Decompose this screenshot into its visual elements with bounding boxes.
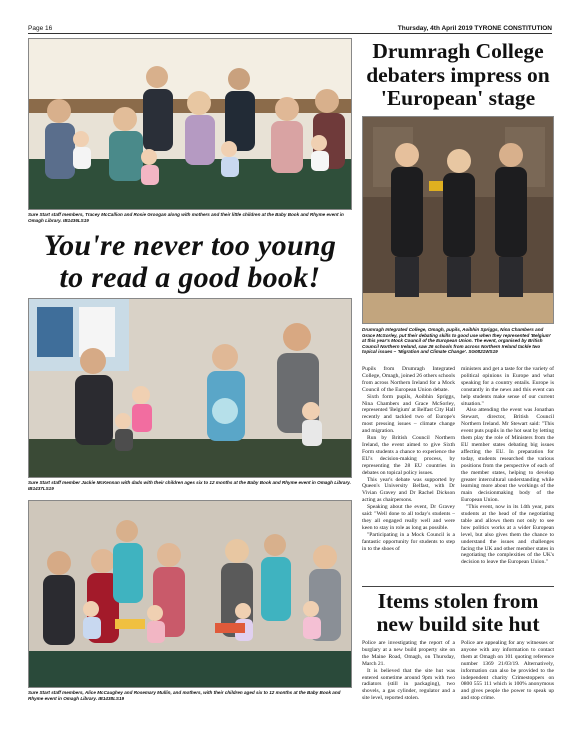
debate-paragraph: This year's debate was supported by Queen's University Belfast, with Dr Vivian Gravey and Dr Rachel Dickson acting as chairpersons. — [362, 476, 455, 504]
theft-column-2 — [461, 640, 554, 706]
debate-column-2 — [461, 366, 554, 584]
debate-paragraph: Sixth form pupils, Aoibhin Spriggs, Nina Chambers and Grace McSorley, represented 'Belgium' at Belfast City Hall recently and tackled two of Europe's most pressing issues – climate change and migration. — [362, 393, 455, 435]
page-number: Page 16 — [28, 25, 53, 32]
theft-column-1 — [362, 640, 455, 706]
theft-paragraph: Police are appealing for any witnesses or anyone with any information to contact them at Omagh on 101 quoting reference number 1369 21/03/19. Alternatively, information can also be provided to the independent charity Crimestoppers on 0800 555 111 which is 100% anonymous and gives people the power to speak up and stop crime. — [461, 640, 554, 702]
debate-paragraph: Also attending the event was Jonathan Stewart, director, British Council Northern Ireland. Mr Stewart said: "This event puts pupils in the hot seat by letting them play the role of Ministers from the EU member states debating big issues affecting the EU. In preparation for today, students researched the various positions from the perspective of each of the member states, helping to develop greater intercultural understanding while learning more about the workings of the main decisionmaking body of the European Union. — [461, 407, 554, 504]
debate-paragraph: "Participating in a Mock Council is a fantastic opportunity for students to step in to the shoes of — [362, 531, 455, 552]
debate-paragraph: "This event, now in its 14th year, puts students at the head of the negotiating table and allows them not only to see how politics works at a wider European level, but also gives them the chance to understand the issues and challenges facing the UK and other member states in negotiating the complexities of the UK's decision to leave the European Union." — [461, 504, 554, 566]
headline-theft: Items stolen from new build site hut — [376, 589, 540, 636]
photo-dads-babies — [28, 298, 352, 478]
headline-debate: Drumragh College debaters impress on 'European' stage — [366, 39, 550, 110]
caption-debate: Drumragh Integrated College, Omagh, pupils, Aoibhin Spriggs, Nina Chambers and Grace McSorley, put their debating skills to good use when they represented 'Belgium' at this year's Mock Council of the European Union. The event, organised by British Council Northern Ireland, saw 26 schools from across Northern Ireland tackle two topical issues – 'Migration and Climate Change'. SG0821WS19 — [362, 327, 551, 355]
debate-paragraph: Run by British Council Northern Ireland, the event aimed to give Sixth Form students a chance to experience the EU's decision-making process, by representing the 28 EU countries in debates on topical policy issues. — [362, 435, 455, 476]
photo-debaters — [362, 116, 554, 324]
debate-paragraph: Pupils from Drumragh Integrated College, Omagh, joined 26 others schools from across Northern Ireland for a Mock Council of the European Union debate. — [362, 366, 455, 393]
caption-photo-2: Sure Start staff member Jackie McKennan with dads with their children ages six to 12 months at the Baby Book and Rhyme event in Omagh Library. IB1437LS19 — [28, 480, 351, 491]
theft-paragraph: Police are investigating the report of a burglary at a new build property site on the Maine Road, Omagh, on Thursday, March 21. — [362, 640, 455, 667]
issue-date: Thursday, 4th April 2019 TYRONE CONSTITUTION — [397, 25, 552, 32]
caption-photo-1: Sure Start staff members, Tracey McCallion and Rosie Groogan along with mothers and their little children at the Baby Book and Rhyme event in Omagh Library. IB1436LS19 — [28, 212, 344, 223]
caption-photo-3: Sure Start staff members, Alice McCaughey and Rosemary Mullin, and mothers, with their children aged six to 12 months at the Baby Book and Rhyme event in Omagh Library. IB1438LS19 — [28, 690, 341, 701]
theft-paragraph: It is believed that the site hut was entered sometime around 9pm with two radiators (still in packaging), two shovels, a gas cylinder, regulator and a site level, reported stolen. — [362, 667, 455, 702]
photo-staff-mothers — [28, 500, 352, 688]
debate-paragraph: Speaking about the event, Dr Gravey said: "Well done to all today's students – they all engaged really well and were keen to stay in role as long as possible. — [362, 504, 455, 531]
debate-column-1 — [362, 366, 455, 584]
section-divider — [362, 586, 554, 587]
debate-paragraph: ministers and get a taste for the variety of political opinions in Europe and what speaking for a country entails. Europe is constantly in the news and this event can help students make sense of our current situation." — [461, 366, 554, 407]
photo-mothers-babies — [28, 38, 352, 210]
page-header — [28, 22, 552, 34]
headline-books: You're never too young to read a good book! — [43, 229, 337, 294]
